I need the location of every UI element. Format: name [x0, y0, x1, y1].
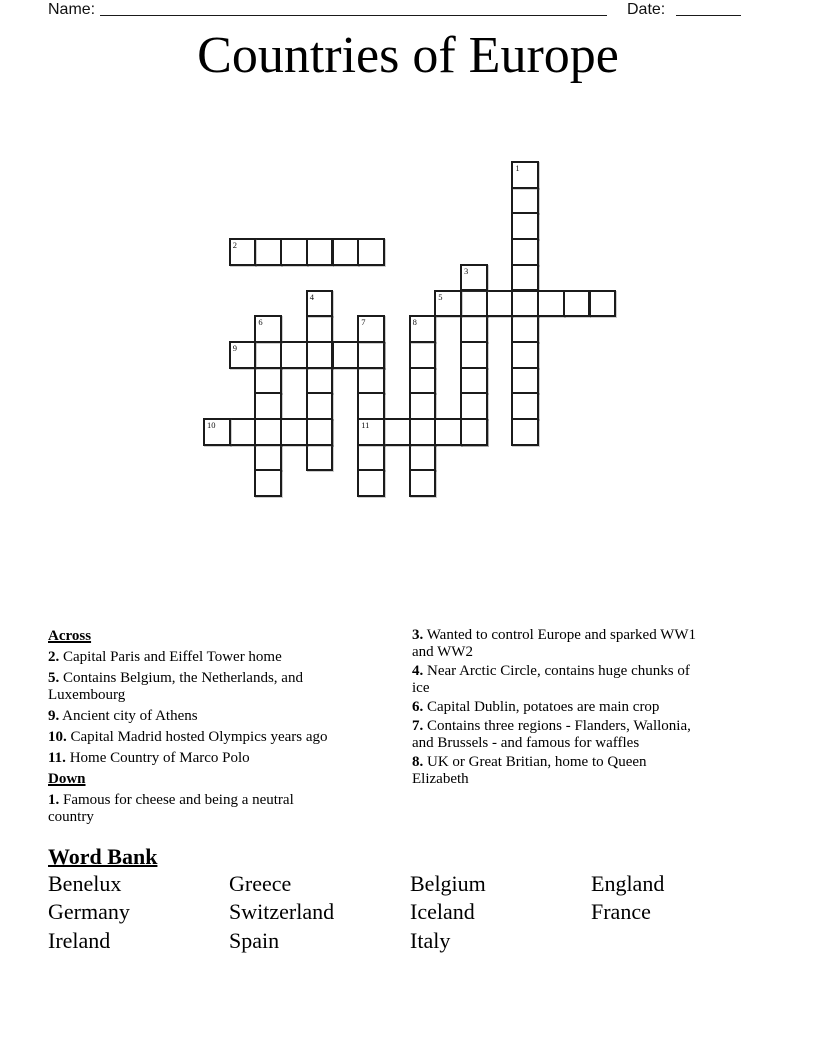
crossword-cell-11-across-0[interactable]: [357, 418, 385, 446]
crossword-cell-7-down-2[interactable]: [357, 367, 385, 395]
crossword-cell-6-down-0[interactable]: [254, 315, 282, 343]
clue-5: 5. Contains Belgium, the Netherlands, and Luxembourg: [48, 670, 303, 703]
clue-number-11: 11.: [48, 750, 66, 766]
crossword-cell-1-down-3[interactable]: [511, 238, 539, 266]
crossword-cell-5-across-6[interactable]: [589, 290, 617, 318]
word-bank-item: Benelux: [48, 871, 122, 896]
date-label: Date:: [627, 1, 666, 18]
crossword-cell-7-down-5[interactable]: [357, 444, 385, 472]
crossword-cell-6-down-6[interactable]: [254, 469, 282, 497]
clue-number-3: 3.: [412, 627, 424, 643]
crossword-cell-4-down-1[interactable]: [306, 315, 334, 343]
crossword-cell-10-across-1[interactable]: [229, 418, 257, 446]
cell-number-3: 3: [464, 265, 469, 276]
crossword-cell-2-across-2[interactable]: [280, 238, 308, 266]
crossword-cell-2-across-0[interactable]: [229, 238, 257, 266]
clue-10: 10. Capital Madrid hosted Olympics years ago: [48, 729, 328, 745]
crossword-cell-8-down-1[interactable]: [409, 341, 437, 369]
word-bank-heading-text: Word Bank: [48, 844, 158, 869]
name-blank-line[interactable]: [100, 0, 607, 16]
down-heading: [48, 771, 338, 788]
crossword-grid: [203, 161, 616, 497]
crossword-cell-1-down-8[interactable]: [511, 367, 539, 395]
cell-number-5: 5: [438, 291, 443, 302]
crossword-cell-3-down-3[interactable]: [460, 341, 488, 369]
crossword-cell-5-across-5[interactable]: [563, 290, 591, 318]
word-bank-item: France: [591, 899, 651, 925]
down-heading-text: Down: [48, 771, 86, 787]
crossword-cell-11-across-1[interactable]: [383, 418, 411, 446]
crossword-cell-6-down-5[interactable]: [254, 444, 282, 472]
crossword-cell-7-down-3[interactable]: [357, 392, 385, 420]
crossword-cell-5-across-3[interactable]: [511, 290, 539, 318]
clue-number-1: 1.: [48, 792, 60, 808]
crossword-cell-3-down-2[interactable]: [460, 315, 488, 343]
crossword-cell-4-down-6[interactable]: [306, 444, 334, 472]
crossword-cell-3-down-5[interactable]: [460, 392, 488, 420]
crossword-cell-4-down-0[interactable]: [306, 290, 334, 318]
clue-number-8: 8.: [412, 754, 424, 770]
clue-2: 2. Capital Paris and Eiffel Tower home: [48, 649, 282, 665]
crossword-cell-9-across-1[interactable]: [254, 341, 282, 369]
crossword-cell-11-across-3[interactable]: [434, 418, 462, 446]
crossword-cell-9-across-0[interactable]: [229, 341, 257, 369]
clue-1: 1. Famous for cheese and being a neutral country: [48, 792, 294, 825]
down-clues-list-rest: [412, 627, 702, 788]
clue-11: 11. Home Country of Marco Polo: [48, 750, 250, 766]
crossword-cell-7-down-6[interactable]: [357, 469, 385, 497]
down-clues-list-start: [48, 792, 338, 826]
crossword-cell-10-across-2[interactable]: [254, 418, 282, 446]
name-label: Name:: [48, 1, 96, 18]
clue-number-5: 5.: [48, 670, 60, 686]
crossword-cell-8-down-6[interactable]: [409, 469, 437, 497]
cell-number-6: 6: [258, 317, 263, 328]
clue-3: 3. Wanted to control Europe and sparked WW1 and WW2: [412, 627, 696, 660]
clue-9: 9. Ancient city of Athens: [48, 708, 198, 724]
clue-8: 8. UK or Great Britian, home to Queen Elizabeth: [412, 754, 647, 787]
crossword-cell-5-across-0[interactable]: [434, 290, 462, 318]
cell-number-1: 1: [515, 163, 520, 173]
word-bank: [48, 871, 772, 956]
page-title: Countries of Europe: [197, 27, 619, 84]
word-bank-item: England: [591, 871, 665, 896]
word-bank-heading: [48, 844, 157, 870]
clue-6: 6. Capital Dublin, potatoes are main crop: [412, 699, 660, 715]
crossword-cell-11-across-2[interactable]: [409, 418, 437, 446]
crossword-cell-1-down-7[interactable]: [511, 341, 539, 369]
word-bank-item: Belgium: [410, 871, 486, 896]
crossword-cell-9-across-5[interactable]: [357, 341, 385, 369]
cell-number-4: 4: [309, 291, 315, 302]
crossword-cell-2-across-5[interactable]: [357, 238, 385, 266]
clue-7: 7. Contains three regions - Flanders, Wallonia, and Brussels - and famous for waffles: [412, 718, 691, 751]
word-bank-item: Iceland: [410, 899, 475, 925]
date-blank-line[interactable]: [676, 0, 741, 16]
crossword-cell-10-across-4[interactable]: [306, 418, 334, 446]
crossword-cell-1-down-10[interactable]: [511, 418, 539, 446]
crossword-cell-1-down-1[interactable]: [511, 187, 539, 215]
word-bank-item: Germany: [48, 899, 130, 925]
cell-number-11: 11: [361, 420, 370, 430]
crossword-cell-8-down-0[interactable]: [409, 315, 437, 343]
crossword-cell-6-down-3[interactable]: [254, 392, 282, 420]
crossword-cell-1-down-4[interactable]: [511, 264, 539, 292]
crossword-cell-10-across-0[interactable]: [203, 418, 231, 446]
crossword-cell-8-down-3[interactable]: [409, 392, 437, 420]
word-bank-item: Switzerland: [229, 899, 335, 925]
cell-number-2: 2: [232, 240, 237, 251]
clue-number-9: 9.: [48, 708, 60, 724]
crossword-cell-1-down-6[interactable]: [511, 315, 539, 343]
cell-number-7: 7: [361, 317, 366, 328]
clues-column-right: [412, 627, 702, 790]
crossword-cell-4-down-3[interactable]: [306, 367, 334, 395]
clue-number-4: 4.: [412, 663, 424, 679]
crossword-cell-2-across-4[interactable]: [332, 238, 360, 266]
crossword-cell-9-across-3[interactable]: [306, 341, 334, 369]
crossword-cell-9-across-2[interactable]: [280, 341, 308, 369]
crossword-cell-1-down-9[interactable]: [511, 392, 539, 420]
crossword-cell-4-down-4[interactable]: [306, 392, 334, 420]
clue-number-7: 7.: [412, 718, 424, 734]
across-heading: [48, 628, 338, 645]
crossword-cell-9-across-4[interactable]: [332, 341, 360, 369]
clue-number-2: 2.: [48, 649, 60, 665]
word-bank-item: Spain: [229, 927, 280, 953]
crossword-cell-8-down-2[interactable]: [409, 367, 437, 395]
crossword-cell-8-down-5[interactable]: [409, 444, 437, 472]
clues-column-left: [48, 628, 338, 830]
crossword-cell-11-across-4[interactable]: [460, 418, 488, 446]
crossword-cell-1-down-2[interactable]: [511, 212, 539, 240]
crossword-cell-3-down-0[interactable]: [460, 264, 488, 292]
word-bank-item: Italy: [410, 927, 451, 953]
clue-number-6: 6.: [412, 699, 424, 715]
word-bank-item: Greece: [229, 871, 292, 896]
across-heading-text: Across: [48, 628, 92, 644]
cell-number-10: 10: [207, 420, 216, 430]
crossword-cell-2-across-3[interactable]: [306, 238, 334, 266]
clue-4: 4. Near Arctic Circle, contains huge chunks of ice: [412, 663, 690, 696]
crossword-cell-7-down-0[interactable]: [357, 315, 385, 343]
cell-number-8: 8: [412, 317, 417, 328]
crossword-cell-1-down-0[interactable]: [511, 161, 539, 189]
word-bank-item: Ireland: [48, 927, 111, 953]
crossword-cell-6-down-2[interactable]: [254, 367, 282, 395]
cell-number-9: 9: [232, 342, 237, 353]
clue-number-10: 10.: [48, 729, 67, 745]
crossword-cell-5-across-4[interactable]: [537, 290, 565, 318]
crossword-cell-3-down-4[interactable]: [460, 367, 488, 395]
crossword-cell-5-across-2[interactable]: [486, 290, 514, 318]
across-clues-list: [48, 649, 338, 767]
crossword-cell-2-across-1[interactable]: [254, 238, 282, 266]
crossword-cell-10-across-3[interactable]: [280, 418, 308, 446]
crossword-cell-5-across-1[interactable]: [460, 290, 488, 318]
